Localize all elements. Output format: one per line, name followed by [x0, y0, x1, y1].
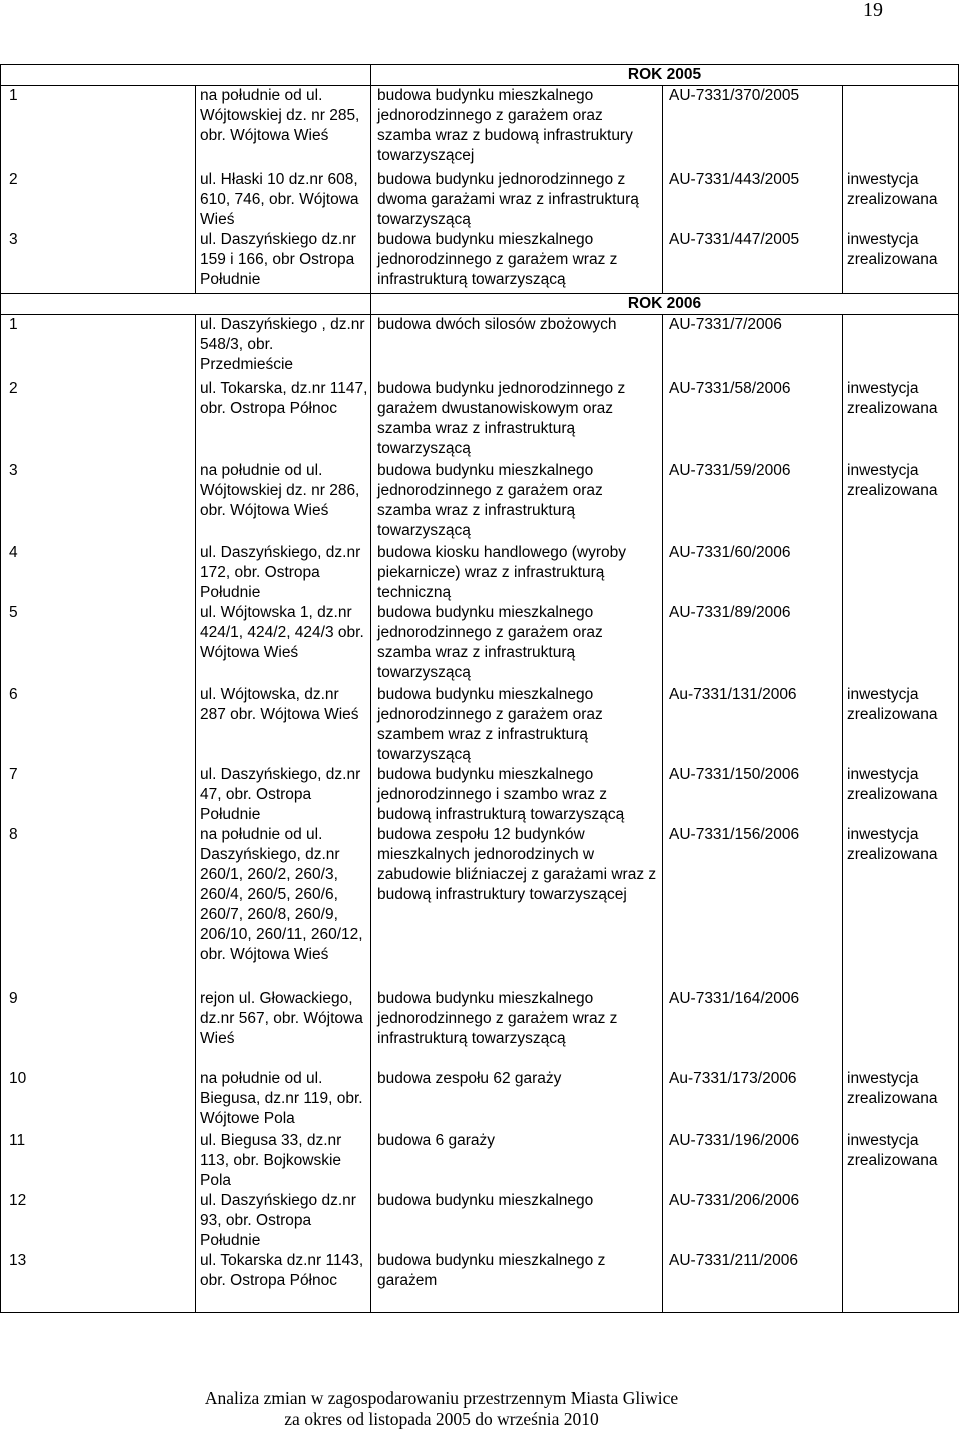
row-status: inwestycja zrealizowana	[843, 685, 959, 765]
row-location: ul. Daszyńskiego, dz.nr 47, obr. Ostropa Południe	[196, 765, 371, 825]
row-location: ul. Hłaski 10 dz.nr 608, 610, 746, obr. Wójtowa Wieś	[196, 170, 371, 230]
row-number: 3	[1, 230, 196, 294]
row-number: 7	[1, 765, 196, 825]
section-2006	[1, 294, 959, 1313]
row-number: 13	[1, 1251, 196, 1313]
table-row	[1, 86, 959, 170]
year-header-row	[1, 65, 959, 86]
table-row	[1, 379, 959, 461]
table-row	[1, 765, 959, 825]
footer-line-2: za okres od listopada 2005 do września 2010	[284, 1409, 599, 1429]
year-spacer	[1, 65, 371, 86]
row-decision: AU-7331/196/2006	[663, 1131, 843, 1191]
row-decision: AU-7331/156/2006	[663, 825, 843, 989]
row-number: 5	[1, 603, 196, 685]
row-description: budowa budynku mieszkalnego	[371, 1191, 663, 1251]
table-row	[1, 543, 959, 603]
year-header-row	[1, 294, 959, 315]
table-row	[1, 1251, 959, 1313]
year-spacer	[1, 294, 371, 315]
row-description: budowa budynku jednorodzinnego z garażem dwustanowiskowym oraz szamba wraz z infrastrukturą towarzyszącą	[371, 379, 663, 461]
row-description: budowa zespołu 62 garaży	[371, 1069, 663, 1131]
table-row	[1, 1191, 959, 1251]
row-description: budowa budynku mieszkalnego jednorodzinnego z garażem oraz szambem wraz z infrastrukturą towarzyszącą	[371, 685, 663, 765]
row-decision: AU-7331/7/2006	[663, 315, 843, 379]
table-row	[1, 603, 959, 685]
row-number: 2	[1, 379, 196, 461]
row-status: inwestycja zrealizowana	[843, 825, 959, 989]
row-description: budowa budynku mieszkalnego jednorodzinnego z garażem wraz z infrastrukturą towarzyszącą	[371, 989, 663, 1069]
row-decision: AU-7331/60/2006	[663, 543, 843, 603]
row-number: 11	[1, 1131, 196, 1191]
row-status	[843, 315, 959, 379]
row-description: budowa kiosku handlowego (wyroby piekarnicze) wraz z infrastrukturą techniczną	[371, 543, 663, 603]
row-status	[843, 989, 959, 1069]
table-row	[1, 825, 959, 989]
row-location: na południe od ul. Wójtowskiej dz. nr 285, obr. Wójtowa Wieś	[196, 86, 371, 170]
row-decision: AU-7331/211/2006	[663, 1251, 843, 1313]
table-row	[1, 989, 959, 1069]
row-decision: Au-7331/173/2006	[663, 1069, 843, 1131]
row-status: inwestycja zrealizowana	[843, 461, 959, 543]
row-location: ul. Tokarska dz.nr 1143, obr. Ostropa Północ	[196, 1251, 371, 1313]
row-number: 8	[1, 825, 196, 989]
row-description: budowa budynku mieszkalnego jednorodzinnego z garażem oraz szamba wraz z budową infrastruktury towarzyszącej	[371, 86, 663, 170]
row-decision: AU-7331/89/2006	[663, 603, 843, 685]
year-label: ROK 2006	[371, 294, 959, 315]
row-description: budowa budynku mieszkalnego z garażem	[371, 1251, 663, 1313]
row-location: ul. Daszyńskiego, dz.nr 172, obr. Ostropa Południe	[196, 543, 371, 603]
row-status: inwestycja zrealizowana	[843, 170, 959, 230]
row-location: ul. Tokarska, dz.nr 1147, obr. Ostropa Północ	[196, 379, 371, 461]
row-decision: AU-7331/150/2006	[663, 765, 843, 825]
row-description: budowa budynku mieszkalnego jednorodzinnego z garażem oraz szamba wraz z infrastrukturą towarzyszącą	[371, 603, 663, 685]
footer-line-1: Analiza zmian w zagospodarowaniu przestrzennym Miasta Gliwice	[204, 1388, 679, 1408]
row-location: na południe od ul. Daszyńskiego, dz.nr 260/1, 260/2, 260/3, 260/4, 260/5, 260/6, 260/7, 260/8, 260/9, 206/10, 260/11, 260/12, obr. Wójtowa Wieś	[196, 825, 371, 989]
row-location: ul. Daszyńskiego dz.nr 159 i 166, obr Ostropa Południe	[196, 230, 371, 294]
row-description: budowa dwóch silosów zbożowych	[371, 315, 663, 379]
row-status: inwestycja zrealizowana	[843, 1069, 959, 1131]
row-number: 9	[1, 989, 196, 1069]
row-status	[843, 1191, 959, 1251]
row-location: na południe od ul. Wójtowskiej dz. nr 286, obr. Wójtowa Wieś	[196, 461, 371, 543]
row-number: 1	[1, 86, 196, 170]
row-decision: Au-7331/131/2006	[663, 685, 843, 765]
row-number: 4	[1, 543, 196, 603]
row-decision: AU-7331/59/2006	[663, 461, 843, 543]
row-description: budowa zespołu 12 budynków mieszkalnych jednorodzinych w zabudowie bliźniaczej z garażami wraz z budową infrastruktury towarzyszącej	[371, 825, 663, 989]
row-location: ul. Biegusa 33, dz.nr 113, obr. Bojkowskie Pola	[196, 1131, 371, 1191]
page-number: 19	[863, 0, 883, 21]
row-description: budowa budynku mieszkalnego jednorodzinnego z garażem oraz szamba wraz z infrastrukturą towarzyszącą	[371, 461, 663, 543]
row-status: inwestycja zrealizowana	[843, 230, 959, 294]
row-status	[843, 86, 959, 170]
table-row	[1, 685, 959, 765]
row-number: 6	[1, 685, 196, 765]
row-decision: AU-7331/206/2006	[663, 1191, 843, 1251]
row-location: ul. Daszyńskiego , dz.nr 548/3, obr. Przedmieście	[196, 315, 371, 379]
row-status	[843, 543, 959, 603]
table-row	[1, 315, 959, 379]
row-decision: AU-7331/164/2006	[663, 989, 843, 1069]
year-label: ROK 2005	[371, 65, 959, 86]
table-row	[1, 1131, 959, 1191]
row-description: budowa budynku mieszkalnego jednorodzinnego z garażem wraz z infrastrukturą towarzyszącą	[371, 230, 663, 294]
table-row	[1, 1069, 959, 1131]
row-number: 10	[1, 1069, 196, 1131]
investments-table	[0, 64, 959, 1313]
table-row	[1, 170, 959, 230]
row-status	[843, 1251, 959, 1313]
page-footer	[0, 1388, 883, 1430]
row-location: na południe od ul. Biegusa, dz.nr 119, obr. Wójtowe Pola	[196, 1069, 371, 1131]
row-number: 1	[1, 315, 196, 379]
table-row	[1, 461, 959, 543]
row-number: 12	[1, 1191, 196, 1251]
row-description: budowa 6 garaży	[371, 1131, 663, 1191]
row-decision: AU-7331/58/2006	[663, 379, 843, 461]
row-decision: AU-7331/443/2005	[663, 170, 843, 230]
row-status: inwestycja zrealizowana	[843, 1131, 959, 1191]
row-decision: AU-7331/447/2005	[663, 230, 843, 294]
row-number: 2	[1, 170, 196, 230]
row-status: inwestycja zrealizowana	[843, 379, 959, 461]
row-location: rejon ul. Głowackiego, dz.nr 567, obr. Wójtowa Wieś	[196, 989, 371, 1069]
row-location: ul. Wójtowska, dz.nr 287 obr. Wójtowa Wieś	[196, 685, 371, 765]
row-status	[843, 603, 959, 685]
row-location: ul. Wójtowska 1, dz.nr 424/1, 424/2, 424/3 obr. Wójtowa Wieś	[196, 603, 371, 685]
table-row	[1, 230, 959, 294]
row-description: budowa budynku mieszkalnego jednorodzinnego i szambo wraz z budową infrastrukturą towarzyszącą	[371, 765, 663, 825]
row-status: inwestycja zrealizowana	[843, 765, 959, 825]
row-number: 3	[1, 461, 196, 543]
row-description: budowa budynku jednorodzinnego z dwoma garażami wraz z infrastrukturą towarzyszącą	[371, 170, 663, 230]
row-decision: AU-7331/370/2005	[663, 86, 843, 170]
section-2005	[1, 65, 959, 294]
row-location: ul. Daszyńskiego dz.nr 93, obr. Ostropa Południe	[196, 1191, 371, 1251]
